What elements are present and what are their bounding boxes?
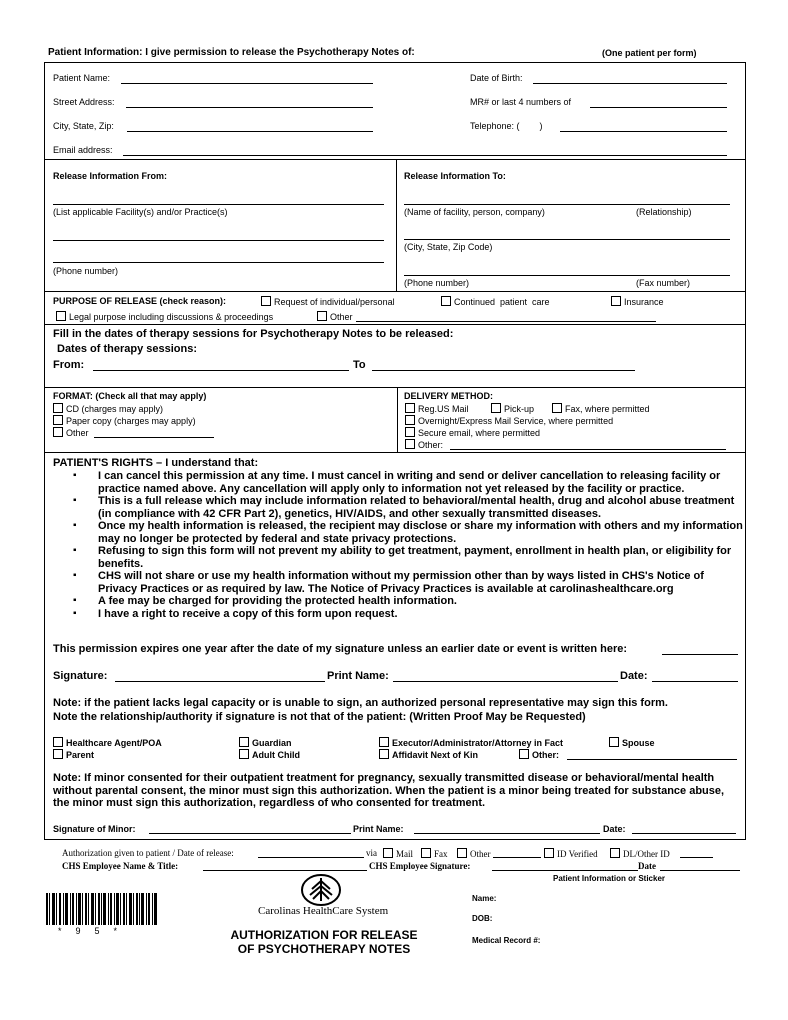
dates-from-field[interactable]	[93, 370, 349, 371]
employee-name-label: CHS Employee Name & Title:	[62, 861, 179, 871]
patient-name-label: Patient Name:	[53, 73, 111, 83]
rel-parent[interactable]	[53, 749, 94, 760]
rel-other-label: Other:	[532, 750, 559, 760]
checkbox[interactable]	[317, 311, 327, 321]
format-opt-other-label: Other	[66, 428, 89, 438]
delivery-opt-email[interactable]	[405, 427, 540, 438]
via-fax[interactable]	[421, 848, 448, 859]
representative-note-1: Note: if the patient lacks legal capacity or is unable to sign, an authorized personal representative may sign this form.	[53, 697, 668, 709]
release-to-phone-field[interactable]	[404, 275, 730, 276]
sticker-mr-label: Medical Record #:	[472, 936, 541, 945]
signature-field[interactable]	[115, 681, 325, 682]
checkbox[interactable]	[405, 415, 415, 425]
checkbox[interactable]	[405, 439, 415, 449]
delivery-opt-other-label: Other:	[418, 440, 444, 450]
mr-label: MR# or last 4 numbers of	[470, 97, 572, 107]
rel-guardian-label: Guardian	[252, 738, 292, 748]
rel-adult-child-label: Adult Child	[252, 750, 300, 760]
dates-to-label: To	[353, 359, 366, 371]
dl-other-id-label: DL/Other ID	[623, 849, 670, 859]
rel-spouse[interactable]	[609, 737, 655, 748]
company-name: Carolinas HealthCare System	[258, 905, 389, 917]
rights-item: ▪ Once my health information is released, the recipient may disclose or share my information with others and my information may no longer be protected by federal and state privacy protections.	[53, 520, 743, 545]
telephone-field[interactable]	[560, 131, 727, 132]
email-field[interactable]	[123, 155, 727, 156]
auth-date-field[interactable]	[258, 857, 364, 858]
purpose-label: PURPOSE OF RELEASE (check reason):	[53, 296, 227, 306]
checkbox[interactable]	[53, 749, 63, 759]
delivery-opt-other[interactable]	[405, 439, 443, 450]
release-to-fax-label: (Fax number)	[636, 278, 691, 288]
auth-given-label: Authorization given to patient / Date of release:	[62, 848, 234, 858]
via-mail-label: Mail	[396, 849, 413, 859]
format-opt-paper[interactable]	[53, 415, 196, 426]
form-title-line-2: OF PSYCHOTHERAPY NOTES	[237, 942, 411, 956]
checkbox[interactable]	[611, 296, 621, 306]
dates-subtitle: Dates of therapy sessions:	[57, 343, 197, 355]
release-to-relationship-label: (Relationship)	[636, 207, 692, 217]
checkbox[interactable]	[53, 403, 63, 413]
rel-parent-label: Parent	[66, 750, 95, 760]
rights-item: ▪ I have a right to receive a copy of this form upon request.	[53, 608, 743, 621]
rel-other-field[interactable]	[567, 759, 737, 760]
rel-affidavit[interactable]	[379, 749, 478, 760]
purpose-opt-insurance[interactable]	[611, 296, 664, 307]
form-title-line-1: AUTHORIZATION FOR RELEASE	[230, 928, 418, 942]
delivery-opt-fax-label: Fax, where permitted	[565, 404, 650, 414]
release-from-field-1[interactable]	[53, 204, 384, 205]
delivery-title: DELIVERY METHOD:	[404, 391, 494, 401]
rel-executor-label: Executor/Administrator/Attorney in Fact	[392, 738, 564, 748]
divider	[44, 159, 746, 160]
barcode	[46, 893, 158, 925]
print-name-field[interactable]	[393, 681, 618, 682]
delivery-opt-pickup-label: Pick-up	[504, 404, 535, 414]
divider	[396, 159, 397, 291]
purpose-opt-individual[interactable]	[261, 296, 395, 307]
rel-spouse-label: Spouse	[622, 738, 655, 748]
dates-from-label: From:	[53, 359, 85, 371]
barcode-icon	[46, 893, 158, 925]
release-to-name-field[interactable]	[404, 204, 730, 205]
rights-item: ▪ This is a full release which may include information related to behavioral/mental health, drug and alcohol abuse treatment (in compliance with 42 CFR Part 2), genetics, HIV/AIDS, and other sexually transmitted diseases.	[53, 495, 743, 520]
format-opt-paper-label: Paper copy (charges may apply)	[66, 416, 196, 426]
dl-other-id[interactable]	[610, 848, 670, 859]
rel-healthcare-agent[interactable]	[53, 737, 162, 748]
employee-date-label: Date	[638, 861, 656, 871]
purpose-opt-insurance-label: Insurance	[624, 297, 664, 307]
telephone-label: Telephone: ( )	[470, 121, 543, 131]
minor-date-label: Date:	[603, 824, 626, 834]
checkbox[interactable]	[239, 737, 249, 747]
release-from-field-3[interactable]	[53, 262, 384, 263]
purpose-row-1	[53, 296, 226, 306]
delivery-opt-email-label: Secure email, where permitted	[418, 428, 541, 438]
minor-print-name-field[interactable]	[414, 833, 600, 834]
one-patient-note: (One patient per form)	[602, 48, 697, 58]
checkbox[interactable]	[610, 848, 620, 858]
email-label: Email address:	[53, 145, 113, 155]
checkbox[interactable]	[491, 403, 501, 413]
release-from-phone-label: (Phone number)	[53, 266, 119, 276]
dob-field[interactable]	[533, 83, 727, 84]
rel-guardian[interactable]	[239, 737, 292, 748]
checkbox[interactable]	[544, 848, 554, 858]
checkbox[interactable]	[379, 749, 389, 759]
purpose-opt-other[interactable]	[317, 311, 353, 322]
rel-executor[interactable]	[379, 737, 563, 748]
checkbox[interactable]	[239, 749, 249, 759]
checkbox[interactable]	[405, 403, 415, 413]
format-opt-cd-label: CD (charges may apply)	[66, 404, 164, 414]
minor-signature-field[interactable]	[149, 833, 351, 834]
checkbox[interactable]	[457, 848, 467, 858]
rel-healthcare-agent-label: Healthcare Agent/POA	[66, 738, 162, 748]
release-from-field-2[interactable]	[53, 240, 384, 241]
delivery-other-field[interactable]	[450, 449, 726, 450]
release-from-facility-label: (List applicable Facility(s) and/or Practice(s)	[53, 207, 228, 217]
dl-other-field[interactable]	[680, 857, 713, 858]
employee-name-field[interactable]	[203, 870, 367, 871]
divider	[44, 387, 746, 388]
sticker-label: Patient Information or Sticker	[553, 874, 666, 883]
purpose-other-field[interactable]	[356, 321, 656, 322]
delivery-opt-fax[interactable]	[552, 403, 650, 414]
via-label: via	[366, 848, 377, 858]
form-header-title: Patient Information: I give permission to release the Psychotherapy Notes of:	[48, 47, 415, 58]
print-name-label: Print Name:	[327, 670, 389, 682]
checkbox[interactable]	[379, 737, 389, 747]
representative-note-2: Note the relationship/authority if signature is not that of the patient: (Written Proof May be Requested)	[53, 711, 586, 723]
street-field[interactable]	[126, 107, 373, 108]
signature-label: Signature:	[53, 670, 108, 682]
delivery-opt-pickup[interactable]	[491, 403, 534, 414]
employee-signature-label: CHS Employee Signature:	[369, 861, 471, 871]
checkbox[interactable]	[383, 848, 393, 858]
city-label: City, State, Zip:	[53, 121, 114, 131]
rights-item: ▪ A fee may be charged for providing the protected health information.	[53, 595, 743, 608]
expiry-text: This permission expires one year after the date of my signature unless an earlier date or event is written here:	[53, 643, 628, 655]
checkbox[interactable]	[441, 296, 451, 306]
rel-adult-child[interactable]	[239, 749, 300, 760]
release-to-name-label: (Name of facility, person, company)	[404, 207, 545, 217]
checkbox[interactable]	[421, 848, 431, 858]
rel-other[interactable]	[519, 749, 559, 760]
delivery-opt-mail-label: Reg.US Mail	[418, 404, 469, 414]
delivery-opt-overnight-label: Overnight/Express Mail Service, where permitted	[418, 416, 614, 426]
street-label: Street Address:	[53, 97, 115, 107]
delivery-opt-overnight[interactable]	[405, 415, 613, 426]
purpose-opt-legal[interactable]	[56, 311, 273, 322]
checkbox[interactable]	[261, 296, 271, 306]
delivery-opt-mail[interactable]	[405, 403, 469, 414]
checkbox[interactable]	[552, 403, 562, 413]
id-verified[interactable]	[544, 848, 598, 859]
purpose-opt-other-label: Other	[330, 312, 353, 322]
dates-title: Fill in the dates of therapy sessions for Psychotherapy Notes to be released:	[53, 328, 454, 340]
divider	[44, 291, 746, 292]
divider	[44, 452, 746, 453]
via-other-label: Other	[470, 849, 491, 859]
employee-date-field[interactable]	[660, 870, 740, 871]
minor-print-name-label: Print Name:	[353, 824, 404, 834]
expiry-field[interactable]	[662, 654, 738, 655]
minor-date-field[interactable]	[632, 833, 736, 834]
mr-field[interactable]	[590, 107, 727, 108]
checkbox[interactable]	[53, 415, 63, 425]
checkbox[interactable]	[53, 737, 63, 747]
id-verified-label: ID Verified	[557, 849, 598, 859]
minor-note: Note: If minor consented for their outpatient treatment for pregnancy, sexually transmitted disease or behavioral/mental health without parental consent, the minor must sign this authorization. When the patient is a minor being treated for substance abuse, the minor must sign this authorization, regardless of who consented for treatment.	[53, 772, 725, 809]
checkbox[interactable]	[609, 737, 619, 747]
sticker-dob-label: DOB:	[472, 914, 493, 923]
checkbox[interactable]	[519, 749, 529, 759]
barcode-text: * 9 5 *	[58, 926, 121, 936]
signature-date-field[interactable]	[652, 681, 738, 682]
checkbox[interactable]	[56, 311, 66, 321]
format-other-field[interactable]	[94, 437, 214, 438]
rights-item: ▪ CHS will not share or use my health information without my permission other than by ways listed in CHS's Notice of Privacy Practices or as required by law. The Notice of Privacy Practices is available at carolinashealthcare.org	[53, 570, 743, 595]
via-other[interactable]	[457, 848, 491, 859]
rights-list	[53, 470, 743, 620]
purpose-opt-legal-label: Legal purpose including discussions & proceedings	[69, 312, 274, 322]
release-to-city-field[interactable]	[404, 239, 730, 240]
divider	[44, 324, 746, 325]
via-mail[interactable]	[383, 848, 413, 859]
signature-date-label: Date:	[620, 670, 648, 682]
release-to-city-label: (City, State, Zip Code)	[404, 242, 493, 252]
format-opt-other[interactable]	[53, 427, 89, 438]
divider	[397, 387, 398, 452]
dob-label: Date of Birth:	[470, 73, 523, 83]
rights-item: ▪ Refusing to sign this form will not prevent my ability to get treatment, payment, enrollment in health plan, or eligibility for benefits.	[53, 545, 743, 570]
dates-to-field[interactable]	[372, 370, 635, 371]
city-field[interactable]	[127, 131, 373, 132]
chs-logo-icon	[300, 873, 342, 907]
purpose-opt-individual-label: Request of individual/personal	[274, 297, 395, 307]
rights-title: PATIENT'S RIGHTS – I understand that:	[53, 457, 259, 469]
minor-signature-label: Signature of Minor:	[53, 824, 136, 834]
purpose-opt-continued-care-label: Continued patient care	[454, 297, 550, 307]
employee-signature-field[interactable]	[492, 870, 638, 871]
via-fax-label: Fax	[434, 849, 448, 859]
release-from-title: Release Information From:	[53, 171, 168, 181]
purpose-opt-continued-care[interactable]	[441, 296, 550, 307]
release-to-title: Release Information To:	[404, 171, 506, 181]
format-title: FORMAT: (Check all that may apply)	[53, 391, 207, 401]
rel-affidavit-label: Affidavit Next of Kin	[392, 750, 479, 760]
release-to-phone-label: (Phone number)	[404, 278, 470, 288]
checkbox[interactable]	[405, 427, 415, 437]
via-other-field[interactable]	[493, 857, 541, 858]
patient-name-field[interactable]	[121, 83, 373, 84]
sticker-name-label: Name:	[472, 894, 497, 903]
rights-item: ▪ I can cancel this permission at any time. I must cancel in writing and send or deliver cancellation to releasing facility or practice named above. Any cancellation will apply only to information not yet released by the facility or practice.	[53, 470, 743, 495]
checkbox[interactable]	[53, 427, 63, 437]
format-opt-cd[interactable]	[53, 403, 163, 414]
